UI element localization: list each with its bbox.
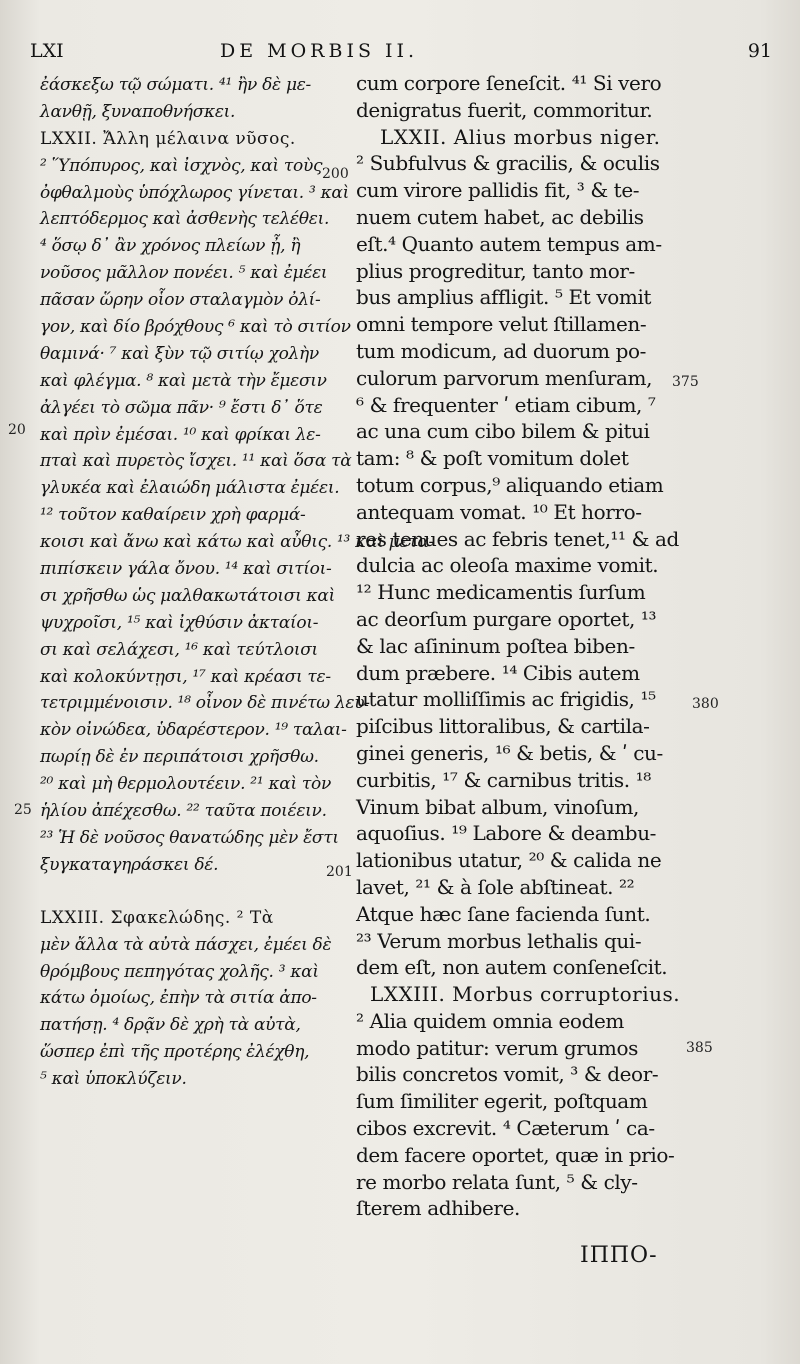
latin-line: nuem cutem habet, ac debilis — [356, 204, 644, 229]
greek-line: θρόμβους πεπηγότας χολῆς. ³ καὶ — [40, 961, 319, 982]
latin-section-heading: LXXIII. Morbus corruptorius. — [370, 982, 681, 1007]
margin-line-number: 201 — [326, 864, 353, 880]
greek-line: καὶ πρὶν ἐμέσαι. ¹⁰ καὶ φρίκαι λε- — [40, 424, 321, 445]
latin-line: cum corpore ſeneſcit. ⁴¹ Si vero — [356, 71, 662, 95]
greek-line: καὶ κολοκύντῃσι, ¹⁷ καὶ κρέασι τε- — [40, 666, 331, 687]
latin-line: ginei generis, ¹⁶ & betis, & ʹ cu- — [356, 740, 663, 765]
greek-line: πιπίσκειν γάλα ὄνου. ¹⁴ καὶ σιτίοι- — [40, 559, 332, 580]
greek-line: ἐάσκεξω τῷ σώματι. ⁴¹ ἢν δὲ με- — [40, 75, 311, 95]
greek-line: κοισι καὶ ἄνω καὶ κάτω καὶ αὖθις. ¹³ καὶ μετα- — [40, 532, 434, 553]
latin-line: ſum ſimiliter egerit, poſtquam — [356, 1089, 648, 1114]
greek-line: λεπτόδερμος καὶ ἀσθενὴς τελέθει. — [40, 209, 330, 230]
margin-line-number: 385 — [686, 1040, 713, 1056]
greek-section-heading: LXXIII. Σφακελώδης. ² Τὰ — [40, 907, 274, 928]
latin-line: lationibus utatur, ²⁰ & calida ne — [356, 848, 662, 873]
latin-line: cibos excrevit. ⁴ Cæterum ʹ ca- — [356, 1116, 655, 1141]
latin-line: antequam vomat. ¹⁰ Et horro- — [356, 499, 642, 524]
greek-line: ψυχροῖσι, ¹⁵ καὶ ἰχθύσιν ἀκταίοι- — [40, 612, 319, 633]
latin-line: & lac aſininum poſtea biben- — [356, 633, 635, 658]
latin-line: ¹² Hunc medicamentis ſurſum — [356, 580, 646, 605]
latin-line: tam: ⁸ & poſt vomitum dolet — [356, 446, 629, 471]
latin-line: dulcia ac oleoſa maxime vomit. — [356, 553, 659, 578]
latin-line: ⁶ & frequenter ʹ etiam cibum, ⁷ — [356, 392, 656, 417]
latin-line: culorum parvorum menſuram, — [356, 365, 653, 390]
greek-line: ἀλγέει τὸ σῶμα πᾶν· ⁹ ἔστι δ᾽ ὅτε — [40, 397, 323, 418]
margin-line-number: 25 — [14, 802, 32, 818]
header-section-numeral: LXI — [30, 40, 64, 62]
margin-line-number: 380 — [692, 696, 719, 712]
latin-line: re morbo relata ſunt, ⁵ & cly- — [356, 1169, 638, 1194]
greek-line: σι χρῆσθω ὡς μαλθακωτάτοισι καὶ — [40, 585, 335, 606]
greek-line: ² Ὕπόπυρος, καὶ ἰσχνὸς, καὶ τοὺς — [40, 155, 323, 176]
latin-line: lavet, ²¹ & à ſole abſtineat. ²² — [356, 874, 635, 899]
latin-line: piſcibus littoralibus, & cartila- — [356, 714, 650, 739]
margin-line-number: 20 — [8, 422, 26, 438]
latin-line: dem facere oportet, quæ in prio- — [356, 1142, 675, 1167]
greek-line: γον, καὶ δίο βρόχθους ⁶ καὶ τὸ σιτίον — [40, 317, 351, 338]
latin-line: tum modicum, ad duorum po- — [356, 338, 646, 363]
latin-line: Vinum bibat album, vinoſum, — [356, 794, 639, 819]
latin-line: ² Subfulvus & gracilis, & oculis — [356, 151, 660, 176]
latin-line: ac una cum cibo bilem & pitui — [356, 419, 650, 444]
latin-line: ac deorſum purgare oportet, ¹³ — [356, 606, 657, 631]
latin-line: Atque hæc ſane facienda ſunt. — [356, 901, 651, 926]
greek-line: νοῦσος μᾶλλον πονέει. ⁵ καὶ ἐμέει — [40, 263, 328, 284]
greek-line: ²⁰ καὶ μὴ θερμολουτέειν. ²¹ καὶ τὸν — [40, 774, 332, 795]
greek-line: ²³ Ἡ δὲ νοῦσος θανατώδης μὲν ἔστι — [40, 827, 339, 848]
greek-column — [40, 72, 434, 1093]
latin-line: ſterem adhibere. — [356, 1196, 520, 1221]
greek-line: καὶ φλέγμα. ⁸ καὶ μετὰ τὴν ἔμεσιν — [40, 370, 327, 391]
latin-line: eſt.⁴ Quanto autem tempus am- — [356, 231, 662, 256]
latin-column — [356, 70, 692, 1222]
latin-line: plius progreditur, tanto mor- — [356, 258, 635, 283]
latin-line: totum corpus,⁹ aliquando etiam — [356, 472, 664, 497]
latin-line: omni tempore velut ſtillamen- — [356, 312, 647, 337]
greek-line: ξυγκαταγηράσκει δέ. — [40, 854, 219, 875]
greek-line: πᾶσαν ὥρην οἷον σταλαγμὸν ὀλί- — [40, 290, 321, 311]
greek-line: τετριμμένοισιν. ¹⁸ οἶνον δὲ πινέτω λευ- — [40, 693, 370, 714]
latin-line: ² Alia quidem omnia eodem — [356, 1008, 624, 1033]
greek-line: κὸν οἰνώδεα, ὑδαρέστερον. ¹⁹ ταλαι- — [40, 720, 347, 741]
greek-line: πωρίῃ δὲ ἐν περιπάτοισι χρῆσθω. — [40, 747, 319, 768]
greek-line: θαμινά· ⁷ καὶ ξὺν τῷ σιτίῳ χολὴν — [40, 343, 319, 364]
greek-blank-line — [40, 879, 350, 905]
latin-line: cum virore pallidis fit, ³ & te- — [356, 178, 640, 203]
latin-line: curbitis, ¹⁷ & carnibus tritis. ¹⁸ — [356, 767, 651, 792]
greek-line: πατήσῃ. ⁴ δρᾷν δὲ χρὴ τὰ αὐτὰ, — [40, 1015, 301, 1036]
latin-line: res tenues ac febris tenet,¹¹ & ad — [356, 526, 679, 551]
greek-line: ⁵ καὶ ὑποκλύζειν. — [40, 1069, 187, 1090]
running-header — [30, 40, 772, 70]
margin-line-number: 200 — [322, 166, 349, 182]
greek-line: μὲν ἄλλα τὰ αὐτὰ πάσχει, ἐμέει δὲ — [40, 934, 332, 955]
greek-line: ⁴ ὅσῳ δ᾽ ἂν χρόνος πλείων ᾖ, ἢ — [40, 236, 301, 257]
greek-line: πταὶ καὶ πυρετὸς ἴσχει. ¹¹ καὶ ὅσα τὰ — [40, 451, 352, 472]
latin-line: dem eſt, non autem conſeneſcit. — [356, 955, 668, 980]
greek-line: ¹² τοῦτον καθαίρειν χρὴ φαρμά- — [40, 505, 306, 526]
greek-line: κάτω ὁμοίως, ἐπὴν τὰ σιτία ἀπο- — [40, 988, 317, 1009]
latin-line: dum præbere. ¹⁴ Cibis autem — [356, 660, 640, 685]
latin-line: denigratus fuerit, commoritur. — [356, 97, 653, 122]
greek-line: λανθῇ, ξυναποθνήσκει. — [40, 101, 236, 122]
greek-line: ὥσπερ ἐπὶ τῆς προτέρης ἐλέχθη, — [40, 1042, 310, 1063]
margin-line-number: 375 — [672, 374, 699, 390]
latin-line: aquoſius. ¹⁹ Labore & deambu- — [356, 821, 657, 846]
greek-section-heading: LXXII. Ἄλλη μέλαινα νῦσος. — [40, 128, 296, 149]
header-title: DE MORBIS II. — [220, 40, 419, 62]
greek-line: σι καὶ σελάχεσι, ¹⁶ καὶ τεύτλοισι — [40, 639, 318, 660]
greek-line: ὀφθαλμοὺς ὑπόχλωρος γίνεται. ³ καὶ — [40, 182, 349, 203]
page-number: 91 — [747, 40, 772, 62]
latin-line: bus amplius affligit. ⁵ Et vomit — [356, 285, 652, 310]
catchword: ΙΠΠΟ- — [580, 1243, 658, 1268]
greek-line: γλυκέα καὶ ἐλαιώδη μάλιστα ἐμέει. — [40, 478, 340, 499]
latin-line: utatur molliſſimis ac frigidis, ¹⁵ — [356, 687, 656, 712]
latin-line: bilis concretos vomit, ³ & deor- — [356, 1062, 659, 1087]
greek-line: ἡλίου ἀπέχεσθω. ²² ταῦτα ποιέειν. — [40, 801, 327, 822]
latin-line: ²³ Verum morbus lethalis qui- — [356, 928, 642, 953]
latin-line: modo patitur: verum grumos — [356, 1035, 638, 1060]
latin-section-heading: LXXII. Alius morbus niger. — [380, 124, 661, 149]
